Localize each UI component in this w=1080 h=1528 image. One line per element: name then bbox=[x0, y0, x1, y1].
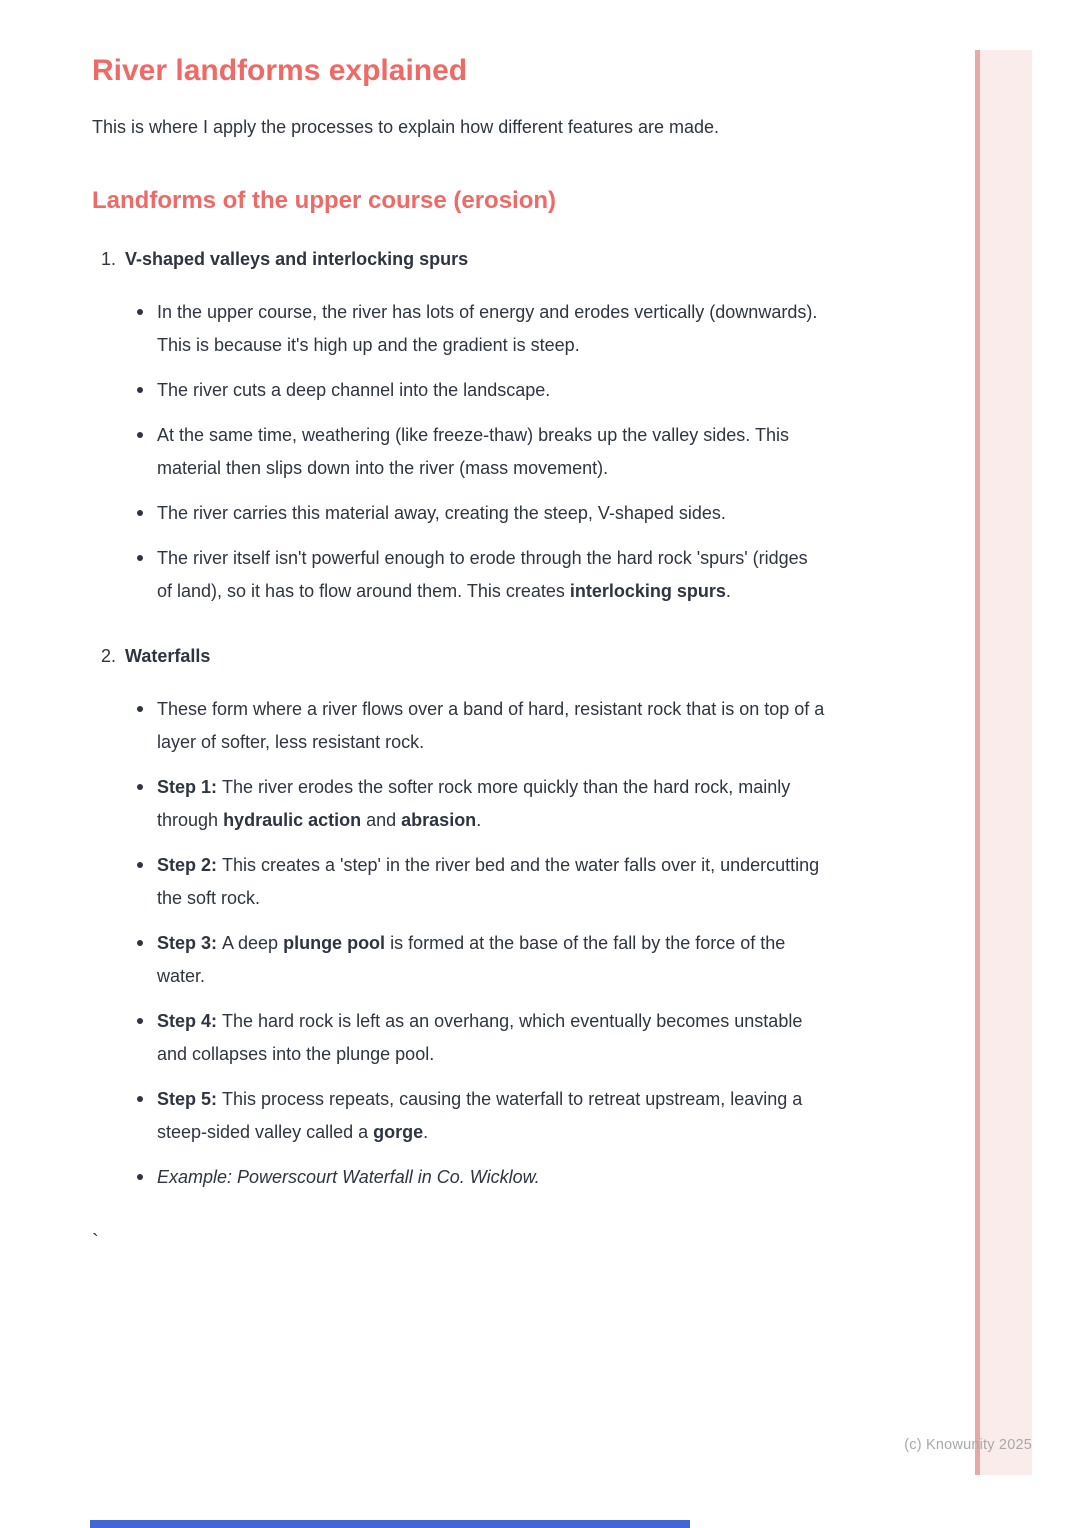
bullet-item bbox=[125, 693, 825, 759]
bullet-text-segment: The river carries this material away, creating the steep, V-shaped sides. bbox=[157, 503, 726, 523]
bullet-text-segment: gorge bbox=[373, 1122, 424, 1142]
bullet-item bbox=[125, 1005, 825, 1071]
item-title: Waterfalls bbox=[125, 646, 211, 666]
bullet-text-segment: This process repeats, causing the waterfall to retreat upstream, leaving a steep-sided valley called a bbox=[157, 1089, 803, 1142]
bullet-text-segment: Step 1: bbox=[157, 777, 223, 797]
bullet-item bbox=[125, 1083, 825, 1149]
bullet-text-segment: A deep bbox=[222, 933, 284, 953]
bullet-text-segment: At the same time, weathering (like freeze-thaw) breaks up the valley sides. This material then slips down into the river (mass movement). bbox=[157, 425, 789, 478]
bullet-item bbox=[125, 374, 825, 407]
bullet-text-segment: These form where a river flows over a band of hard, resistant rock that is on top of a layer of softer, less resistant rock. bbox=[157, 699, 825, 752]
right-accent-bar bbox=[975, 50, 1032, 1475]
item-number: 1. bbox=[101, 249, 117, 269]
section-heading: Landforms of the upper course (erosion) bbox=[92, 187, 557, 214]
bullet-text-segment: . bbox=[725, 581, 731, 601]
numbered-item bbox=[92, 247, 850, 608]
bullet-text-segment: Step 5: bbox=[157, 1089, 223, 1109]
bullet-text-segment: The river erodes the softer rock more quickly than the hard rock, mainly through bbox=[157, 777, 791, 830]
bullet-text-segment: and bbox=[361, 810, 402, 830]
bullet-text-segment: This creates a 'step' in the river bed and the water falls over it, undercutting the soft rock. bbox=[157, 855, 820, 908]
bullet-list bbox=[125, 693, 850, 1194]
bullet-text-segment: Example: Powerscourt Waterfall in Co. Wicklow. bbox=[157, 1167, 540, 1187]
bullet-text-segment: Step 2: bbox=[157, 855, 223, 875]
bullet-item bbox=[125, 542, 825, 608]
bullet-text-segment: . bbox=[476, 810, 482, 830]
bullet-text-segment: hydraulic action bbox=[223, 810, 362, 830]
landform-list bbox=[92, 247, 850, 1194]
bullet-text-segment: interlocking spurs bbox=[569, 581, 726, 601]
stray-backtick: ` bbox=[92, 1231, 99, 1253]
bullet-item bbox=[125, 771, 825, 837]
item-title: V-shaped valleys and interlocking spurs bbox=[125, 249, 469, 269]
item-number: 2. bbox=[101, 646, 117, 666]
bullet-item bbox=[125, 419, 825, 485]
bullet-item bbox=[125, 296, 825, 362]
intro-paragraph: This is where I apply the processes to explain how different features are made. bbox=[92, 117, 720, 137]
bullet-text-segment: In the upper course, the river has lots of energy and erodes vertically (downwards). This is because it's high up and the gradient is steep. bbox=[157, 302, 818, 355]
bullet-text-segment: Step 3: bbox=[157, 933, 223, 953]
numbered-item bbox=[92, 644, 850, 1194]
bullet-text-segment: The river cuts a deep channel into the landscape. bbox=[157, 380, 551, 400]
bullet-text-segment: is formed at the base of the fall by the force of the water. bbox=[157, 933, 786, 986]
bullet-item bbox=[125, 497, 825, 530]
bullet-item bbox=[125, 849, 825, 915]
footer-credit: (c) Knowunity 2025 bbox=[904, 1437, 1032, 1453]
bottom-blue-bar bbox=[90, 1520, 690, 1528]
bullet-text-segment: abrasion bbox=[401, 810, 477, 830]
bullet-text-segment: The river itself isn't powerful enough to erode through the hard rock 'spurs' (ridges of land), so it has to flow around them. This creates bbox=[157, 548, 808, 601]
bullet-item bbox=[125, 1161, 825, 1194]
bullet-text-segment: The hard rock is left as an overhang, which eventually becomes unstable and collapses into the plunge pool. bbox=[157, 1011, 803, 1064]
bullet-text-segment: plunge pool bbox=[283, 933, 386, 953]
bullet-text-segment: Step 4: bbox=[157, 1011, 223, 1031]
bullet-list bbox=[125, 296, 850, 608]
bullet-text-segment: . bbox=[423, 1122, 429, 1142]
document-page bbox=[92, 0, 850, 1254]
bullet-item bbox=[125, 927, 825, 993]
page-title: River landforms explained bbox=[92, 54, 468, 87]
